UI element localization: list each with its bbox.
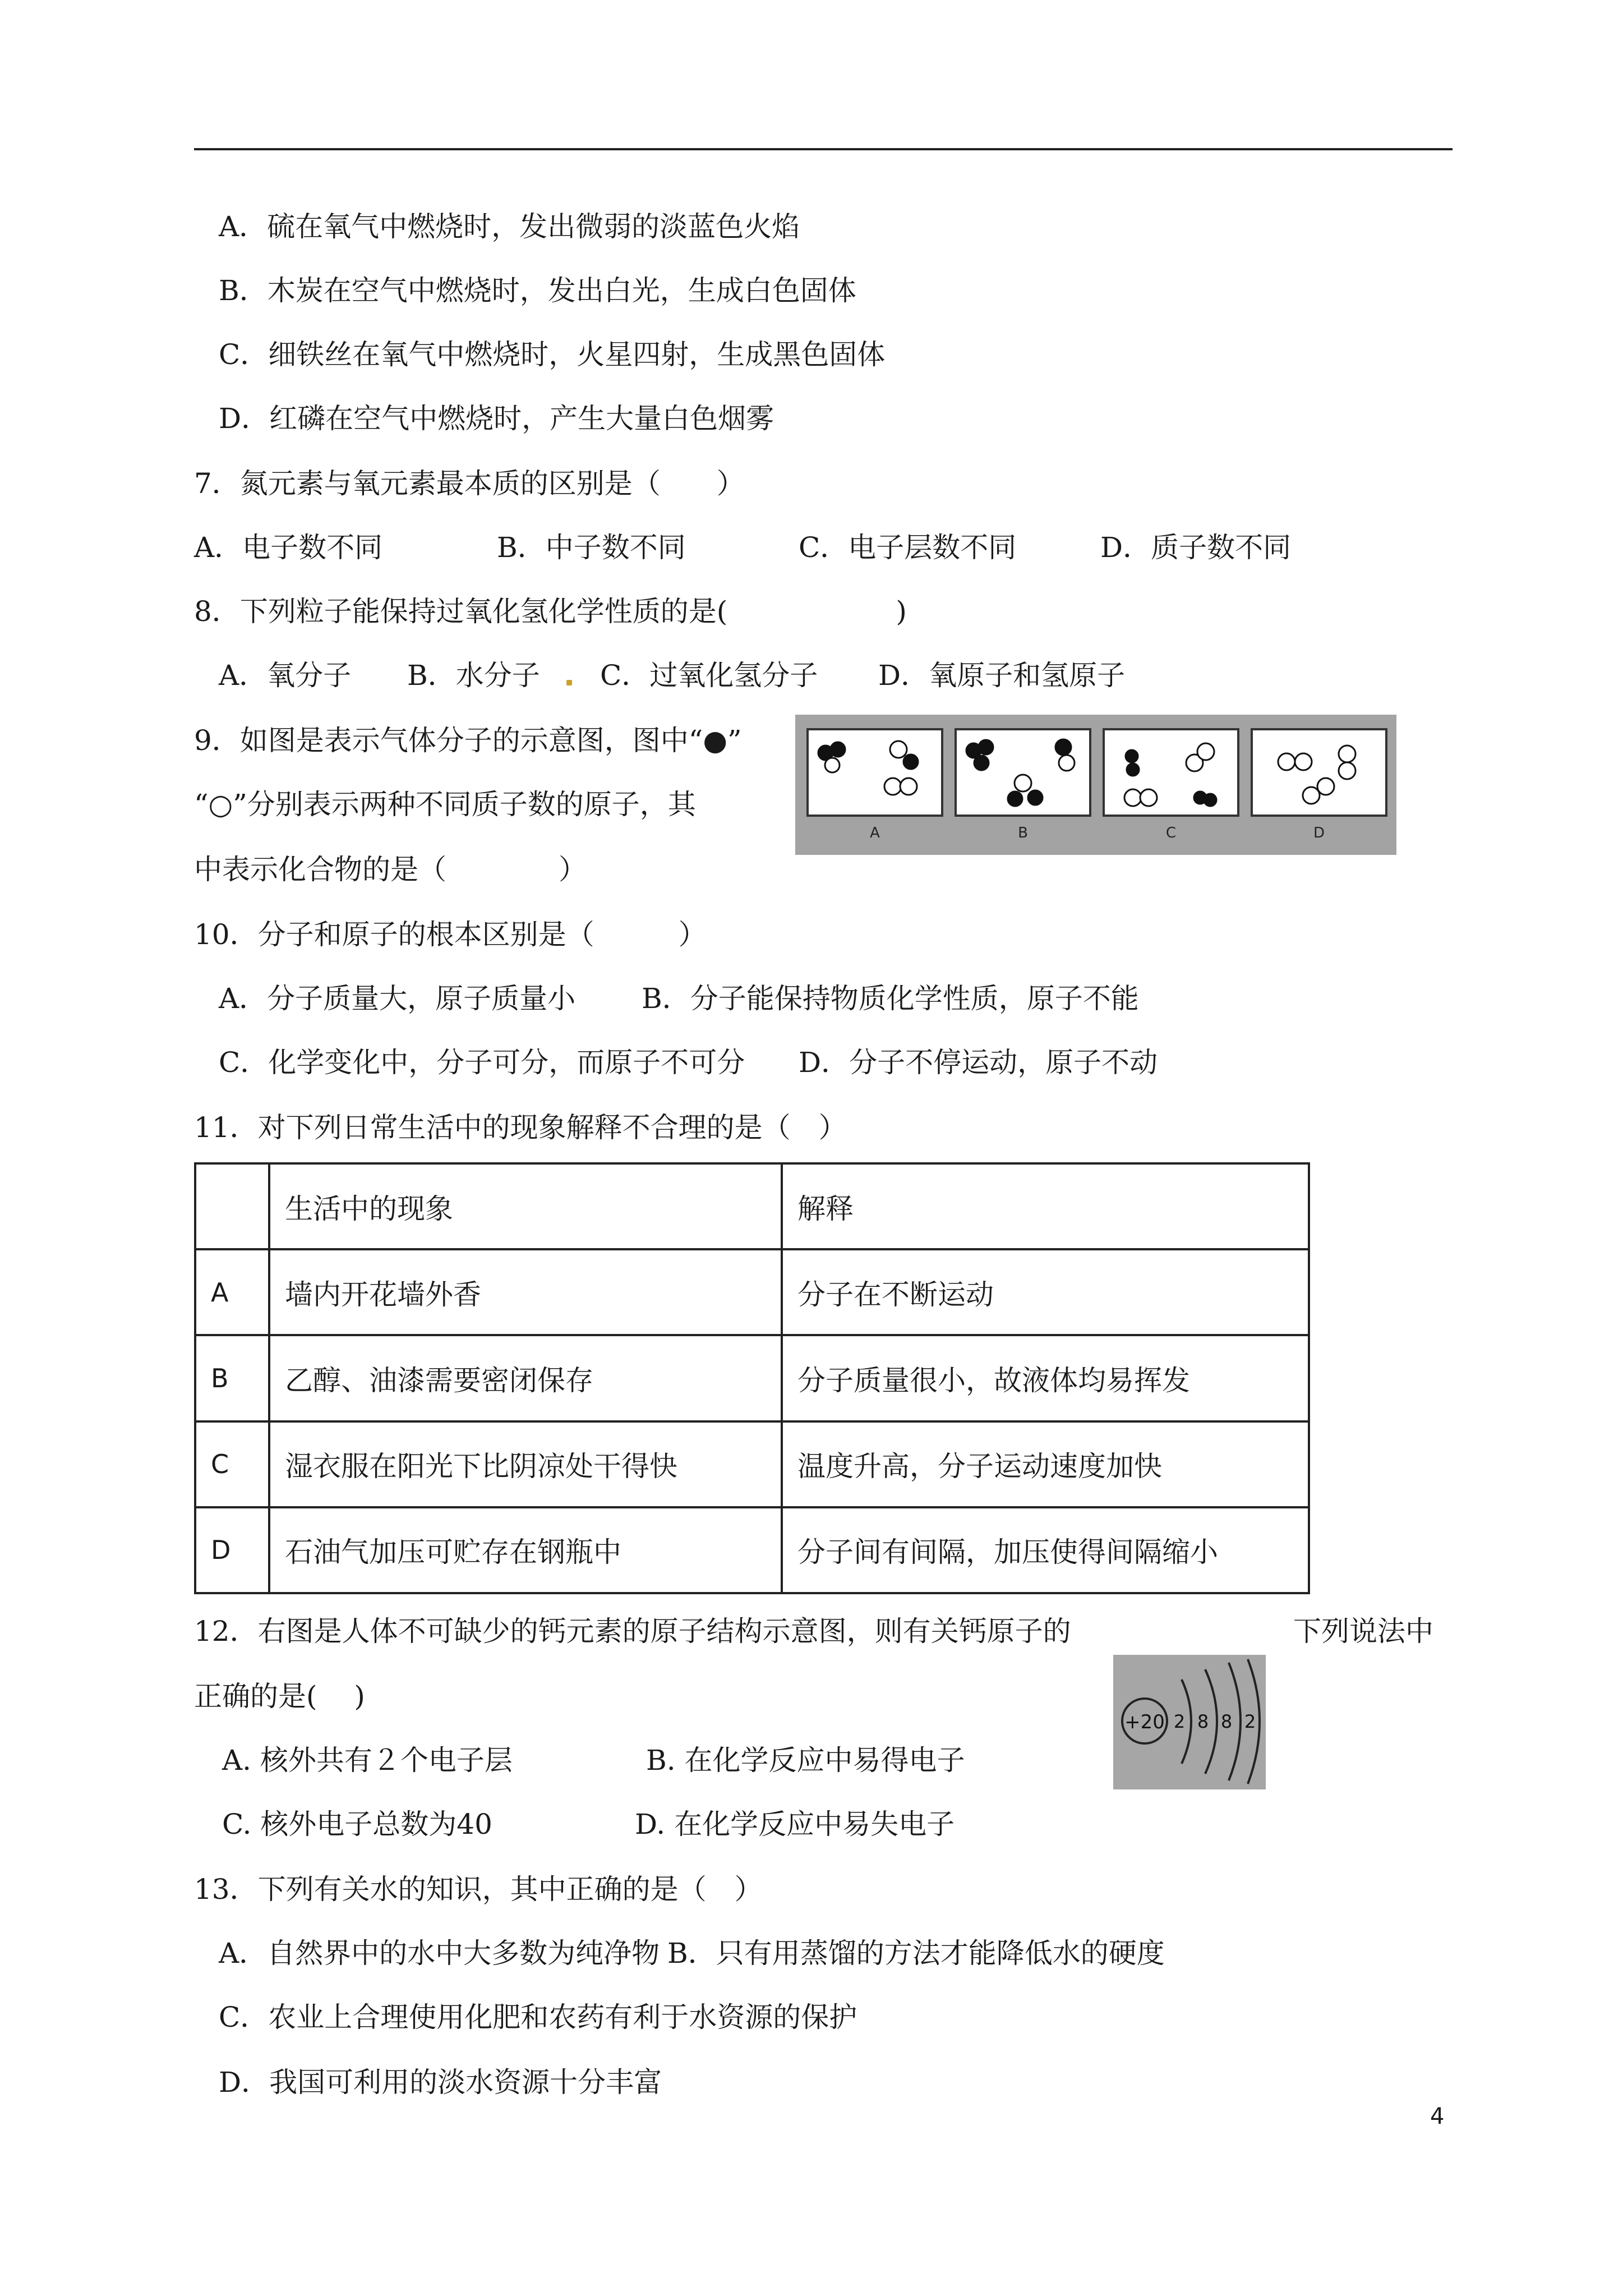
header-rule: [194, 148, 1453, 150]
q12-option-b: B. 在化学反应中易得电子: [646, 1744, 965, 1777]
q8-option-c: C．过氧化氢分子: [600, 659, 818, 692]
q13-option-c: C．农业上合理使用化肥和农药有利于水资源的保护: [219, 2001, 857, 2033]
q12-options-row1: [222, 1742, 1108, 1778]
q9-panel-a: [806, 728, 943, 817]
q9-panel-c: [1103, 728, 1239, 817]
q7-option-d: D．质子数不同: [1100, 531, 1292, 564]
table-header-blank: [195, 1163, 269, 1249]
table-row: [195, 1249, 1309, 1335]
q8-options: [219, 657, 1453, 693]
table-header-explanation: 解释: [782, 1163, 1309, 1249]
q6-option-d: D．红磷在空气中燃烧时，产生大量白色烟雾: [219, 402, 774, 435]
q9-panel-b: [955, 728, 1091, 817]
table-cell-explanation: 温度升高，分子运动速度加快: [782, 1421, 1309, 1507]
page-number: 4: [1430, 2104, 1445, 2129]
q9-line-2: “○”分别表示两种不同质子数的原子，其: [194, 788, 696, 821]
q10-option-d: D．分子不停运动，原子不动: [799, 1046, 1158, 1079]
table-row: [195, 1163, 1309, 1249]
q7-option-c: C．电子层数不同: [799, 531, 1017, 564]
q13-stem: 13．下列有关水的知识，其中正确的是（ ）: [194, 1873, 763, 1906]
q11-table: [194, 1162, 1310, 1594]
q7-options: [194, 530, 1456, 565]
shell-electrons-4: 2: [1244, 1711, 1256, 1732]
q12-option-d: D. 在化学反应中易失电子: [635, 1808, 955, 1841]
q9-label-d: D: [1313, 825, 1325, 841]
q11-stem: 11．对下列日常生活中的现象解释不合理的是（ ）: [194, 1111, 847, 1144]
q8-option-d: D．氧原子和氢原子: [878, 659, 1126, 692]
q8-stem: 8．下列粒子能保持过氧化氢化学性质的是( ): [194, 595, 907, 628]
q6-option-a: A．硫在氧气中燃烧时，发出微弱的淡蓝色火焰: [219, 210, 800, 243]
q9-panel-b-molecules: [957, 730, 1089, 815]
q9-molecule-figure: [795, 715, 1396, 855]
q8-option-a: A．氧分子: [219, 659, 352, 692]
q13-options-row1: [219, 1935, 1453, 1971]
q9-label-b: B: [1018, 825, 1028, 841]
table-cell-key: D: [195, 1507, 269, 1593]
table-header-phenomenon: 生活中的现象: [269, 1163, 782, 1249]
table-cell-phenomenon: 石油气加压可贮存在钢瓶中: [269, 1507, 782, 1593]
table-cell-phenomenon: 乙醇、油漆需要密闭保存: [269, 1335, 782, 1421]
shell-electrons-1: 2: [1173, 1711, 1186, 1732]
q10-stem: 10．分子和原子的根本区别是（ ）: [194, 918, 707, 951]
q9-line-1: 9．如图是表示气体分子的示意图，图中“●”: [194, 724, 742, 757]
q9-label-c: C: [1165, 825, 1177, 841]
q10-options-row1: [219, 981, 1453, 1016]
q12-line-2: 正确的是( ): [194, 1680, 365, 1713]
q9-panel-d-molecules: [1253, 730, 1385, 815]
table-cell-phenomenon: 湿衣服在阳光下比阴凉处干得快: [269, 1421, 782, 1507]
q9-panel-a-molecules: [809, 730, 941, 815]
shell-electrons-3: 8: [1220, 1711, 1233, 1732]
table-row: [195, 1507, 1309, 1593]
stray-dot-mark: [566, 680, 572, 685]
q12-options-row2: [222, 1806, 1108, 1842]
q9-line-3: 中表示化合物的是（ ）: [194, 853, 587, 886]
q10-option-c: C．化学变化中，分子可分，而原子不可分: [219, 1046, 745, 1079]
q9-panel-c-molecules: [1105, 730, 1237, 815]
table-row: [195, 1421, 1309, 1507]
q12-option-c: C. 核外电子总数为40: [222, 1808, 492, 1841]
q12-line-1-right: 下列说法中: [1293, 1615, 1433, 1648]
q7-option-b: B．中子数不同: [497, 531, 686, 564]
shell-electrons-2: 8: [1197, 1711, 1209, 1732]
table-cell-explanation: 分子质量很小，故液体均易挥发: [782, 1335, 1309, 1421]
q10-options-row2: [219, 1045, 1453, 1080]
q13-option-d: D．我国可利用的淡水资源十分丰富: [219, 2066, 662, 2099]
q10-option-b: B．分子能保持物质化学性质，原子不能: [642, 982, 1139, 1015]
calcium-atom-diagram: [1113, 1655, 1266, 1789]
table-cell-explanation: 分子在不断运动: [782, 1249, 1309, 1335]
q12-option-a: A. 核外共有２个电子层: [222, 1744, 513, 1777]
q10-option-a: A．分子质量大，原子质量小: [219, 982, 576, 1015]
q8-option-b: B．水分子: [407, 659, 540, 692]
q7-option-a: A．电子数不同: [194, 531, 383, 564]
calcium-atom-svg: [1113, 1655, 1266, 1789]
q6-option-c: C．细铁丝在氧气中燃烧时，火星四射，生成黑色固体: [219, 338, 886, 371]
q9-label-a: A: [870, 825, 880, 841]
table-row: [195, 1335, 1309, 1421]
table-cell-key: B: [195, 1335, 269, 1421]
table-cell-phenomenon: 墙内开花墙外香: [269, 1249, 782, 1335]
q7-stem: 7．氮元素与氧元素最本质的区别是（ ）: [194, 467, 745, 500]
q13-option-b: B．只有用蒸馏的方法才能降低水的硬度: [667, 1937, 1165, 1970]
q6-option-b: B．木炭在空气中燃烧时，发出白光，生成白色固体: [219, 274, 856, 307]
q9-panel-d: [1251, 728, 1387, 817]
table-cell-key: C: [195, 1421, 269, 1507]
q13-option-a: A．自然界中的水中大多数为纯净物: [219, 1937, 660, 1970]
nucleus-charge: +20: [1124, 1711, 1165, 1733]
table-cell-explanation: 分子间有间隔，加压使得间隔缩小: [782, 1507, 1309, 1593]
q12-line-1-left: 12．右图是人体不可缺少的钙元素的原子结构示意图，则有关钙原子的: [194, 1615, 1071, 1648]
table-cell-key: A: [195, 1249, 269, 1335]
